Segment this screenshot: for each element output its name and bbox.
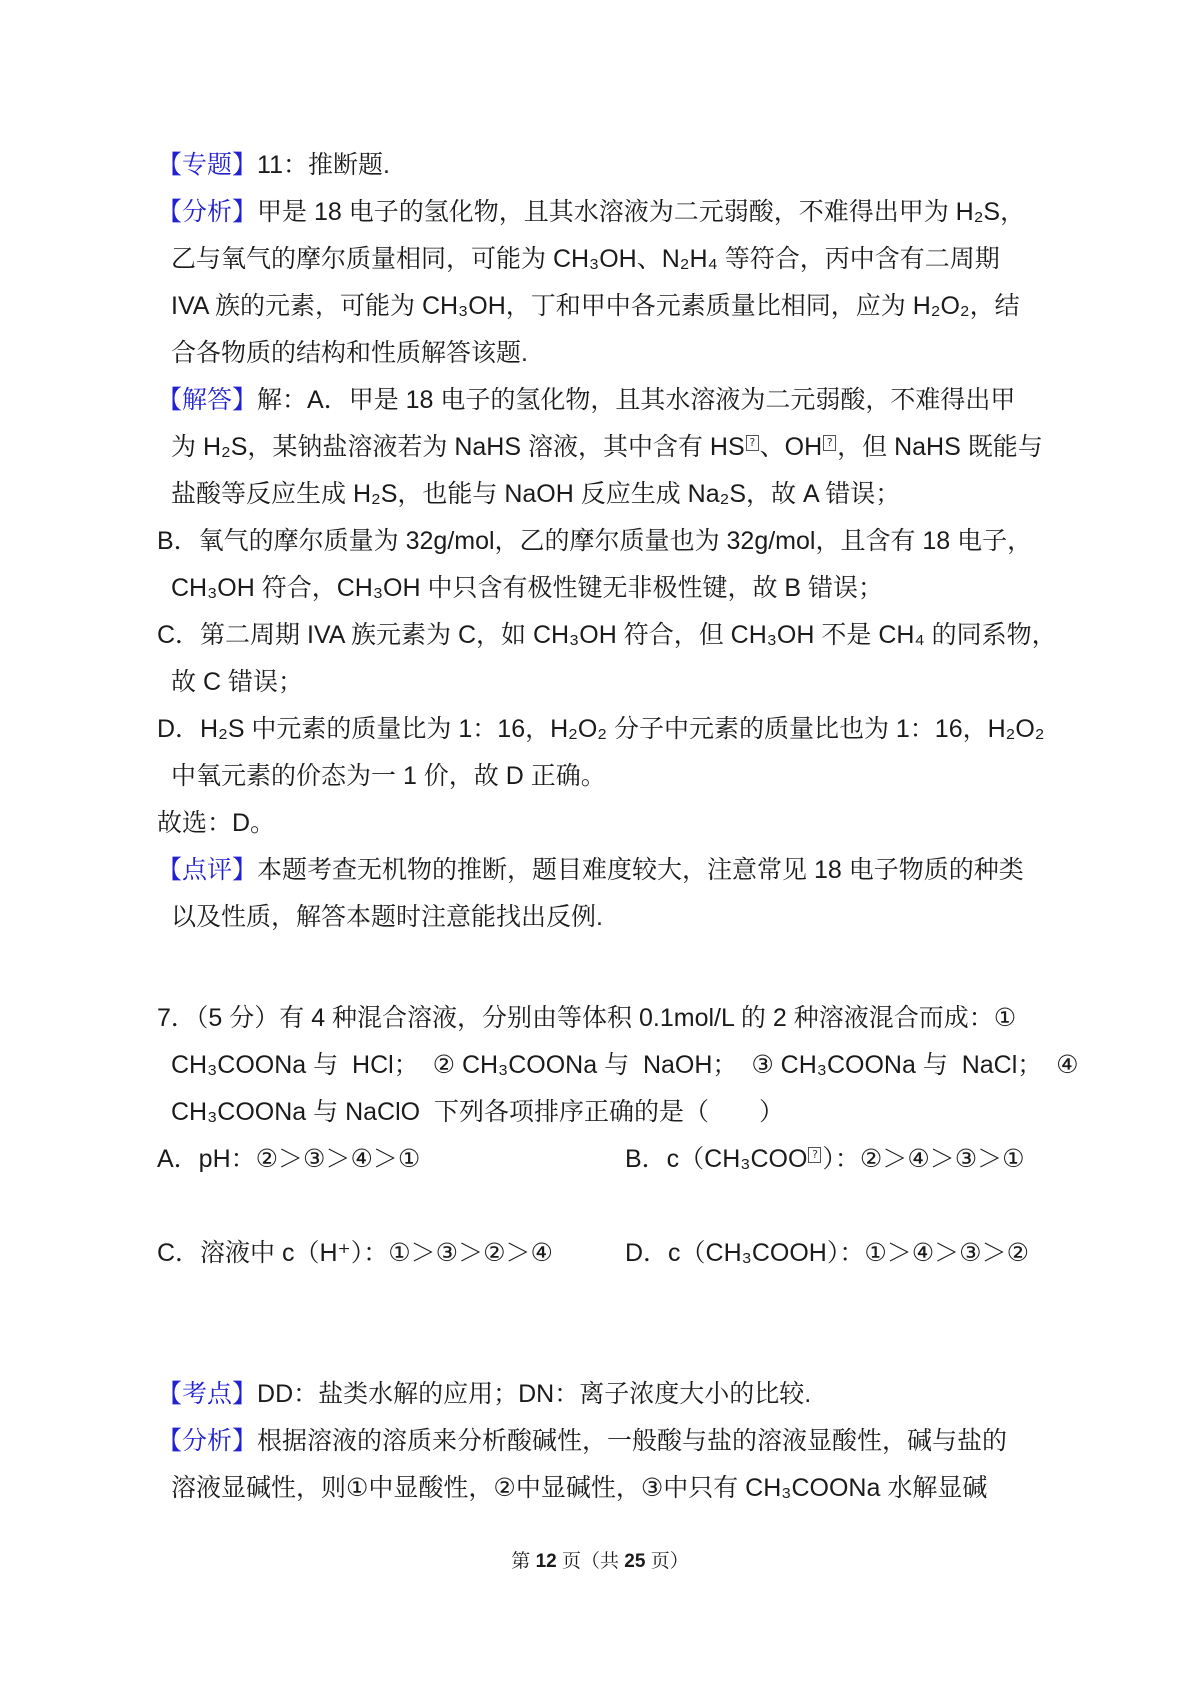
text-line [157, 377, 1147, 424]
text-line [157, 471, 1147, 518]
question-stem-line [157, 995, 1147, 1042]
line-text: C．第二周期 IVA 族元素为 C，如 CH₃OH 符合，但 CH₃OH 不是 CH₄ 的同系物， [157, 621, 1057, 649]
page-content [157, 142, 1147, 1512]
line-text: 故 C 错误； [171, 668, 303, 696]
line-text: 故选：D。 [157, 809, 276, 837]
section-label-dianping: 【点评】 [157, 856, 258, 884]
text-line [157, 142, 1147, 189]
text-line [157, 330, 1147, 377]
line-text: 解：A．甲是 18 电子的氢化物，且其水溶液为二元弱酸，不难得出甲 [257, 386, 1016, 414]
text-line [157, 659, 1147, 706]
option-d: D．c（CH₃COOH）：①＞④＞③＞② [625, 1239, 1029, 1267]
line-text: 合各物质的结构和性质解答该题. [171, 339, 528, 367]
footer-text: 页（共 [556, 1551, 625, 1572]
option-a: A．pH：②＞③＞④＞① [157, 1145, 421, 1173]
text-line [157, 236, 1147, 283]
line-text: 盐酸等反应生成 H₂S，也能与 NaOH 反应生成 Na₂S，故 A 错误； [171, 480, 901, 508]
line-text: IVA 族的元素，可能为 CH₃OH，丁和甲中各元素质量比相同，应为 H₂O₂，结 [171, 292, 1020, 320]
text-line [157, 283, 1147, 330]
text-line [157, 1465, 1147, 1512]
text-line [157, 847, 1147, 894]
footer-page-number: 12 [535, 1551, 557, 1572]
section-label-fenxi: 【分析】 [157, 1427, 258, 1455]
text-line [157, 1418, 1147, 1465]
text-line [157, 189, 1147, 236]
options-row [157, 1230, 1147, 1277]
spacer [157, 1324, 1147, 1371]
text-line [157, 518, 1147, 565]
text-line [157, 1371, 1147, 1418]
section-label-fenxi: 【分析】 [157, 198, 258, 226]
line-text: 7．（5 分）有 4 种混合溶液，分别由等体积 0.1mol/L 的 2 种溶液混合而成：① [157, 1004, 1017, 1032]
section-label-kaodian: 【考点】 [157, 1380, 258, 1408]
line-text: 以及性质，解答本题时注意能找出反例. [171, 903, 603, 931]
options-row [157, 1136, 1147, 1183]
spacer [157, 1277, 1147, 1324]
line-text: 乙与氧气的摩尔质量相同，可能为 CH₃OH、N₂H₄ 等符合，丙中含有二周期 [171, 245, 1000, 273]
text-line [157, 894, 1147, 941]
footer-text: 页） [645, 1551, 689, 1572]
line-text: 根据溶液的溶质来分析酸碱性，一般酸与盐的溶液显酸性，碱与盐的 [257, 1427, 1008, 1455]
section-label-zhuanti: 【专题】 [157, 151, 258, 179]
text-line [157, 706, 1147, 753]
line-text: CH₃COONa 与 HCl； ② CH₃COONa 与 NaOH； ③ CH₃COONa 与 NaCl； ④ [171, 1051, 1079, 1079]
text-line [157, 565, 1147, 612]
line-text: 本题考查无机物的推断，题目难度较大，注意常见 18 电子物质的种类 [257, 856, 1024, 884]
line-text: 溶液显碱性，则①中显酸性，②中显碱性，③中只有 CH₃COONa 水解显碱 [171, 1474, 988, 1502]
footer-text: 第 [511, 1551, 536, 1572]
text-line [157, 753, 1147, 800]
line-text: CH₃OH 符合，CH₃OH 中只含有极性键无非极性键，故 B 错误； [171, 574, 884, 602]
spacer [157, 941, 1147, 995]
line-text: DD：盐类水解的应用；DN：离子浓度大小的比较. [257, 1380, 812, 1408]
answer-line [157, 800, 1147, 847]
section-label-jieda: 【解答】 [157, 386, 258, 414]
footer-total-pages: 25 [624, 1551, 646, 1572]
line-text: B．氧气的摩尔质量为 32g/mol，乙的摩尔质量也为 32g/mol，且含有 18 电子， [157, 527, 1033, 555]
line-text: 11：推断题. [257, 151, 390, 179]
line-text: D．H₂S 中元素的质量比为 1：16，H₂O₂ 分子中元素的质量比也为 1：16，H₂O₂ [157, 715, 1045, 743]
line-text: 为 H₂S，某钠盐溶液若为 NaHS 溶液，其中含有 HS ? 、OH ? ，但 NaHS 既能与 [171, 433, 1043, 461]
line-text: 中氧元素的价态为一 1 价，故 D 正确。 [171, 762, 606, 790]
text-line [157, 424, 1147, 471]
option-b: B．c（CH₃COO ? ）：②＞④＞③＞① [625, 1145, 1025, 1173]
question-stem-line [157, 1042, 1147, 1089]
line-text: 甲是 18 电子的氢化物，且其水溶液为二元弱酸，不难得出甲为 H₂S， [257, 198, 1026, 226]
text-line [157, 612, 1147, 659]
question-stem-line [157, 1089, 1147, 1136]
spacer [157, 1183, 1147, 1230]
page-footer [0, 1547, 1200, 1577]
line-text: CH₃COONa 与 NaClO 下列各项排序正确的是（ ） [171, 1098, 784, 1126]
option-c: C．溶液中 c（H⁺）：①＞③＞②＞④ [157, 1239, 553, 1267]
